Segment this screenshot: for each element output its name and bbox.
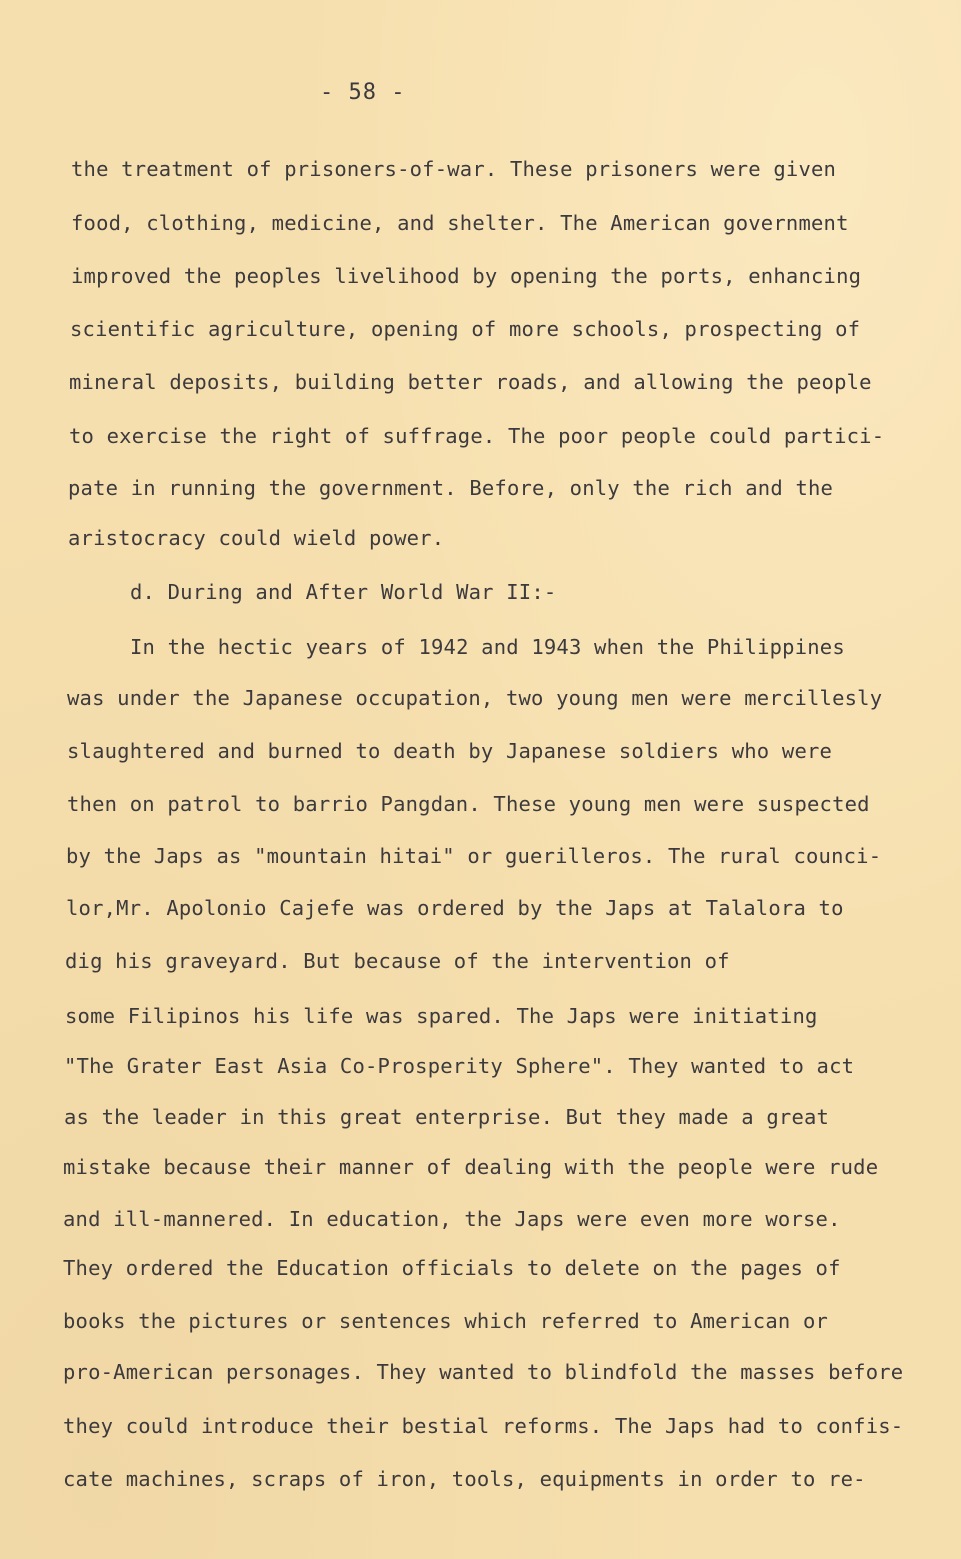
text-line: lor,Mr. Apolonio Cajefe was ordered by the Japs at Talalora to bbox=[66, 896, 844, 920]
text-line: slaughtered and burned to death by Japanese soldiers who were bbox=[67, 739, 833, 763]
text-line: "The Grater East Asia Co-Prosperity Sphere". They wanted to act bbox=[64, 1054, 855, 1078]
text-line: pro-American personages. They wanted to blindfold the masses before bbox=[63, 1360, 904, 1384]
text-line: scientific agriculture, opening of more schools, prospecting of bbox=[70, 317, 861, 341]
text-line: In the hectic years of 1942 and 1943 when the Philippines bbox=[130, 635, 845, 659]
section-heading: d. During and After World War II:- bbox=[130, 580, 557, 604]
text-line: books the pictures or sentences which referred to American or bbox=[63, 1309, 829, 1333]
text-line: and ill-mannered. In education, the Japs were even more worse. bbox=[63, 1207, 841, 1231]
text-line: improved the peoples livelihood by opening the ports, enhancing bbox=[71, 264, 862, 288]
text-line: to exercise the right of suffrage. The poor people could partici- bbox=[69, 424, 885, 448]
text-line: mineral deposits, building better roads, and allowing the people bbox=[69, 370, 872, 394]
text-line: the treatment of prisoners-of-war. These prisoners were given bbox=[71, 157, 837, 181]
text-line: they could introduce their bestial reforms. The Japs had to confis- bbox=[63, 1414, 904, 1438]
text-line: was under the Japanese occupation, two young men were mercillesly bbox=[67, 686, 883, 710]
text-line: dig his graveyard. But because of the intervention of bbox=[65, 949, 730, 973]
text-line: some Filipinos his life was spared. The Japs were initiating bbox=[65, 1004, 818, 1028]
text-line: as the leader in this great enterprise. But they made a great bbox=[64, 1105, 830, 1129]
text-line: food, clothing, medicine, and shelter. The American government bbox=[71, 211, 849, 235]
page-number: - 58 - bbox=[320, 80, 406, 105]
text-line: They ordered the Education officials to delete on the pages of bbox=[63, 1256, 841, 1280]
text-line: pate in running the government. Before, only the rich and the bbox=[68, 476, 834, 500]
text-line: by the Japs as "mountain hitai" or guerilleros. The rural counci- bbox=[66, 844, 882, 868]
text-line: aristocracy could wield power. bbox=[68, 526, 445, 550]
text-line: then on patrol to barrio Pangdan. These young men were suspected bbox=[67, 792, 870, 816]
text-line: mistake because their manner of dealing with the people were rude bbox=[63, 1155, 879, 1179]
text-line: cate machines, scraps of iron, tools, equipments in order to re- bbox=[63, 1467, 866, 1491]
